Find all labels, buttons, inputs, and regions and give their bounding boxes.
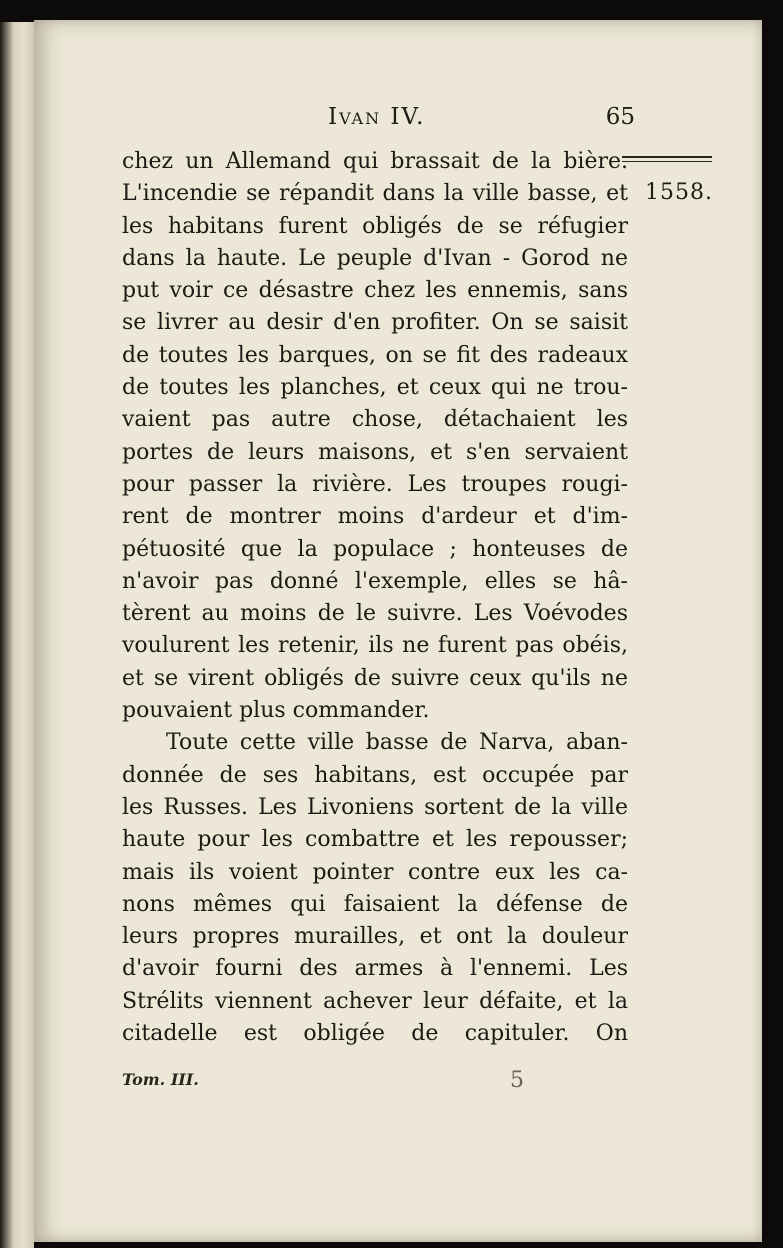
page-header [300,104,635,138]
text-line: citadelle est obligée de capituler. On [122,1021,628,1047]
body-text [122,146,628,1050]
text-line: tèrent au moins de le suivre. Les Voévodes [122,601,628,627]
text-line: les Russes. Les Livoniens sortent de la ville [122,794,628,820]
text-line: n'avoir pas donné l'exemple, elles se hâ- [122,568,628,594]
margin-rule [622,156,712,162]
text-line: et se virent obligés de suivre ceux qu'ils ne [122,665,628,691]
text-line: de toutes les planches, et ceux qui ne trou- [122,375,628,401]
text-line: L'incendie se répandit dans la ville basse, et [122,181,628,207]
facing-page-edge [0,22,34,1248]
page-number: 65 [605,104,635,130]
text-line: put voir ce désastre chez les ennemis, sans [122,278,628,304]
text-line: rent de montrer moins d'ardeur et d'im- [122,504,628,530]
text-line: donnée de ses habitans, est occupée par [122,762,628,788]
text-line: voulurent les retenir, ils ne furent pas obéis, [122,633,628,659]
text-line: Toute cette ville basse de Narva, aban- [166,730,628,756]
text-line: pour passer la rivière. Les troupes rougi- [122,471,628,497]
margin-year: 1558. [645,180,713,205]
text-line: haute pour les combattre et les repousser; [122,827,628,853]
text-line: vaient pas autre chose, détachaient les [122,407,628,433]
text-line: pouvaient plus commander. [122,698,430,724]
text-line: dans la haute. Le peuple d'Ivan - Gorod ne [122,245,628,271]
running-title: Ivan IV. [328,104,426,130]
text-line: chez un Allemand qui brassait de la bière. [122,149,628,174]
text-line: pétuosité que la populace ; honteuses de [122,536,628,562]
text-line: nons mêmes qui faisaient la défense de [122,891,628,917]
text-line: leurs propres murailles, et ont la douleur [122,924,628,950]
signature-mark: 5 [510,1068,524,1093]
text-line: les habitans furent obligés de se réfugier [122,213,628,239]
text-line: d'avoir fourni des armes à l'ennemi. Les [122,956,628,982]
text-line: mais ils voient pointer contre eux les ca- [122,859,628,885]
text-line: Strélits viennent achever leur défaite, et la [122,988,628,1014]
text-line: portes de leurs maisons, et s'en servaient [122,439,628,465]
text-line: de toutes les barques, on se fit des radeaux [122,342,628,368]
signature-volume: Tom. III. [122,1070,199,1089]
text-line: se livrer au desir d'en profiter. On se saisit [122,310,628,336]
